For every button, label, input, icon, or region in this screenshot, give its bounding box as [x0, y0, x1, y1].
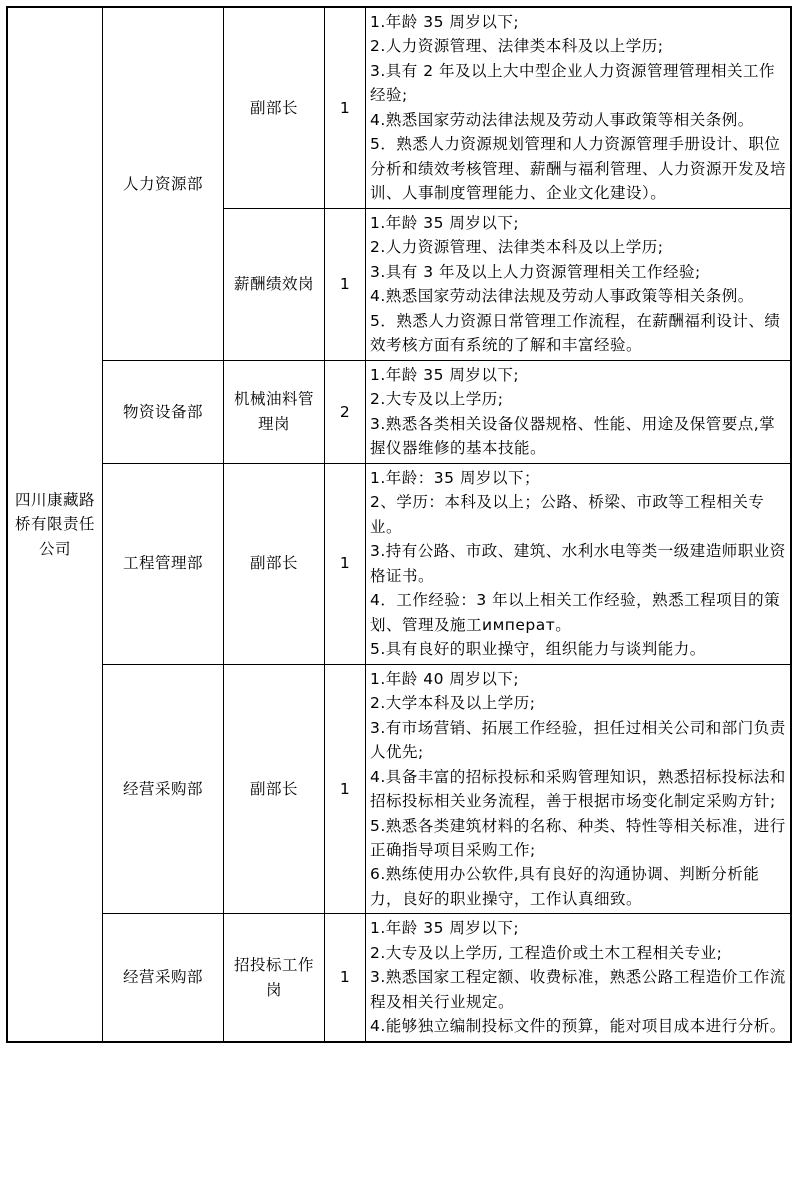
- requirements-cell: [366, 7, 792, 208]
- requirement-line: 3.具有 3 年及以上人力资源管理相关工作经验;: [370, 262, 701, 281]
- requirement-line: 2.人力资源管理、法律类本科及以上学历;: [370, 238, 664, 257]
- requirement-line: 1.年龄 40 周岁以下;: [370, 669, 520, 688]
- requirement-line: 6.熟练使用办公软件,具有良好的沟通协调、判断分析能力，良好的职业操守，工作认真细致。: [370, 865, 760, 908]
- table-row: [7, 664, 791, 914]
- count-cell: 1: [325, 208, 366, 360]
- requirement-line: 2.人力资源管理、法律类本科及以上学历;: [370, 37, 664, 56]
- requirements-cell: [366, 208, 792, 360]
- requirement-line: 3.持有公路、市政、建筑、水利水电等类一级建造师职业资格证书。: [370, 542, 786, 585]
- count-cell: 1: [325, 463, 366, 664]
- requirement-line: 5．熟悉人力资源规划管理和人力资源管理手册设计、职位分析和绩效考核管理、薪酬与福利管理、人力资源开发及培训、人事制度管理能力、企业文化建设）。: [370, 135, 787, 203]
- requirement-line: 1.年龄 35 周岁以下;: [370, 13, 520, 31]
- requirement-line: 4．工作经验：3 年以上相关工作经验，熟悉工程项目的策划、管理及施工императ。: [370, 591, 781, 634]
- count-cell: 1: [325, 7, 366, 208]
- post-cell: 招投标工作岗: [224, 914, 325, 1042]
- requirements-cell: [366, 664, 792, 914]
- requirement-line: 4.熟悉国家劳动法律法规及劳动人事政策等相关条例。: [370, 287, 754, 306]
- department-cell: 经营采购部: [103, 914, 224, 1042]
- count-cell: 2: [325, 360, 366, 463]
- requirements-cell: [366, 360, 792, 463]
- requirements-cell: [366, 914, 792, 1042]
- requirement-line: 1.年龄：35 周岁以下；: [370, 468, 540, 487]
- requirement-line: 3.具有 2 年及以上大中型企业人力资源管理管理相关工作经验;: [370, 61, 776, 105]
- requirement-line: 5．熟悉人力资源日常管理工作流程，在薪酬福利设计、绩效考核方面有系统的了解和丰富经验。: [370, 311, 781, 355]
- count-cell: 1: [325, 664, 366, 914]
- requirement-line: 2.大学本科及以上学历;: [370, 694, 536, 713]
- requirement-line: 5.熟悉各类建筑材料的名称、种类、特性等相关标准，进行正确指导项目采购工作;: [370, 816, 786, 859]
- requirement-line: 2.大专及以上学历, 工程造价或土木工程相关专业;: [370, 943, 723, 962]
- table-row: [7, 914, 791, 1042]
- post-cell: 副部长: [224, 664, 325, 914]
- requirement-line: 2.大专及以上学历;: [370, 390, 504, 409]
- department-cell: 经营采购部: [103, 664, 224, 914]
- company-name: 四川康藏路桥有限责任公司: [14, 490, 95, 558]
- post-cell: 副部长: [224, 7, 325, 208]
- department-cell: 工程管理部: [103, 463, 224, 664]
- recruitment-table: [6, 6, 792, 1043]
- table-row: [7, 360, 791, 463]
- department-cell: 物资设备部: [103, 360, 224, 463]
- requirement-line: 3.有市场营销、拓展工作经验，担任过相关公司和部门负责人优先;: [370, 718, 786, 762]
- requirement-line: 4.具备丰富的招标投标和采购管理知识，熟悉招标投标法和招标投标相关业务流程，善于根据市场变化制定采购方针;: [370, 767, 786, 811]
- requirement-line: 1.年龄 35 周岁以下;: [370, 919, 520, 938]
- requirement-line: 1.年龄 35 周岁以下;: [370, 213, 520, 232]
- requirement-line: 3.熟悉国家工程定额、收费标准，熟悉公路工程造价工作流程及相关行业规定。: [370, 968, 786, 1011]
- table-body: [7, 7, 791, 1042]
- post-cell: 薪酬绩效岗: [224, 208, 325, 360]
- post-cell: 副部长: [224, 463, 325, 664]
- count-cell: 1: [325, 914, 366, 1042]
- requirement-line: 1.年龄 35 周岁以下;: [370, 365, 520, 384]
- requirement-line: 3.熟悉各类相关设备仪器规格、性能、用途及保管要点,掌握仪器维修的基本技能。: [370, 414, 776, 458]
- post-cell: 机械油料管理岗: [224, 360, 325, 463]
- requirement-line: 4.熟悉国家劳动法律法规及劳动人事政策等相关条例。: [370, 110, 754, 129]
- requirement-line: 5.具有良好的职业操守，组织能力与谈判能力。: [370, 640, 706, 659]
- table-row: [7, 7, 791, 208]
- requirements-cell: [366, 463, 792, 664]
- department-cell: 人力资源部: [103, 7, 224, 360]
- requirement-line: 4.能够独立编制投标文件的预算，能对项目成本进行分析。: [370, 1017, 786, 1036]
- requirement-line: 2、学历：本科及以上；公路、桥梁、市政等工程相关专业。: [370, 493, 765, 536]
- table-row: [7, 463, 791, 664]
- company-cell: [7, 7, 103, 1042]
